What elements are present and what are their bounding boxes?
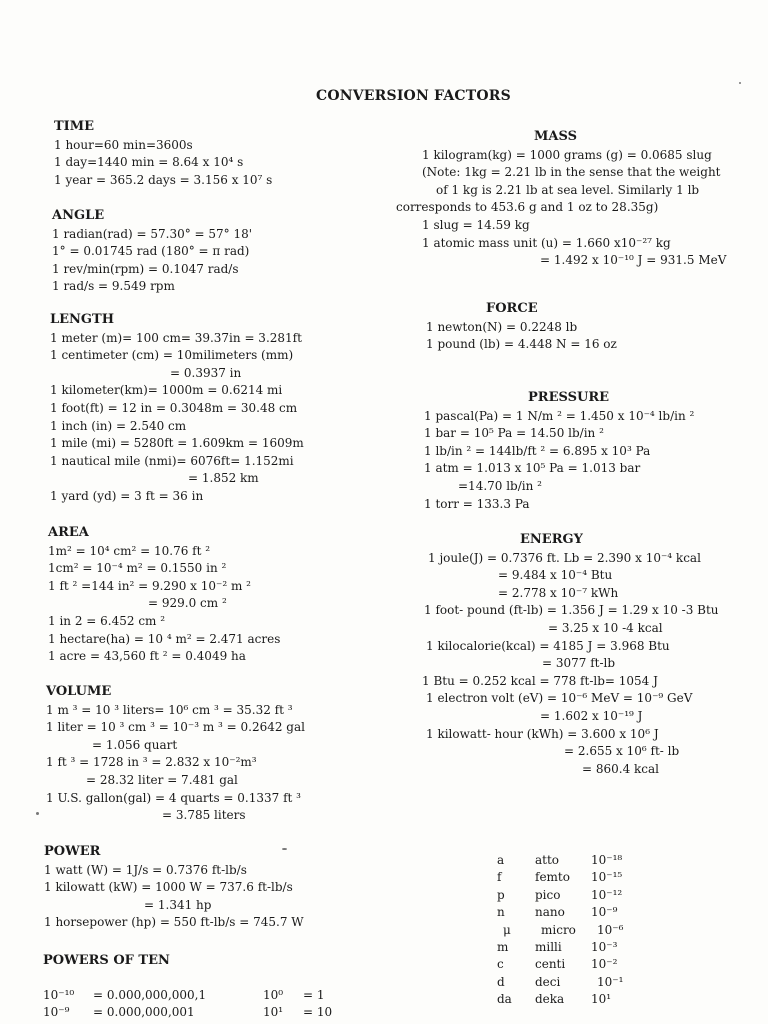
mass-line: 1 kilogram(kg) = 1000 grams (g) = 0.0685 slug [422, 147, 712, 162]
mass-heading: MASS [534, 129, 577, 144]
power-exp: 10⁻⁹ [43, 1005, 70, 1019]
area-line: 1 in 2 = 6.452 cm ² [48, 613, 166, 628]
area-line: 1m² = 10⁴ cm² = 10.76 ft ² [48, 543, 211, 558]
length-line: 1 kilometer(km)= 1000m = 0.6214 mi [50, 383, 283, 398]
time-heading: TIME [54, 119, 95, 134]
energy-line: = 9.484 x 10⁻⁴ Btu [498, 568, 613, 583]
prefix-row [497, 922, 637, 939]
energy-line: = 3077 ft-lb [542, 656, 616, 671]
powers-row [43, 987, 332, 1004]
prefix-power: 10⁻⁹ [591, 905, 618, 920]
length-line: 1 centimeter (cm) = 10milimeters (mm) [50, 348, 294, 363]
prefix-power: 10⁻³ [591, 940, 618, 955]
prefix-power: 10¹ [591, 992, 612, 1007]
force-section [426, 300, 617, 354]
power-line: 1 horsepower (hp) = 550 ft-lb/s = 745.7 W [44, 915, 304, 930]
pressure-line: 1 bar = 10⁵ Pa = 14.50 lb/in ² [424, 426, 604, 441]
length-line: 1 inch (in) = 2.540 cm [50, 418, 187, 433]
time-line: 1 day=1440 min = 8.64 x 10⁴ s [54, 155, 244, 170]
prefix-row [497, 887, 637, 904]
prefix-name: pico [535, 887, 561, 902]
angle-line: 1 rad/s = 9.549 rpm [52, 279, 175, 294]
angle-line: 1 rev/min(rpm) = 0.1047 rad/s [52, 261, 239, 276]
energy-line: = 2.655 x 10⁶ ft- lb [564, 744, 680, 759]
energy-heading: ENERGY [520, 532, 583, 547]
energy-line: 1 Btu = 0.252 kcal = 778 ft-lb= 1054 J [422, 673, 658, 688]
pressure-section [424, 389, 694, 513]
power-line: 1 kilowatt (kW) = 1000 W = 737.6 ft-lb/s [44, 880, 293, 895]
prefix-name: centi [535, 957, 566, 972]
length-line: = 1.852 km [188, 471, 259, 486]
pressure-line: 1 pascal(Pa) = 1 N/m ² = 1.450 x 10⁻⁴ lb/in ² [424, 408, 695, 423]
power-line: = 1.341 hp [144, 897, 212, 912]
mass-line: of 1 kg is 2.21 lb at sea level. Similarly 1 lb [436, 182, 700, 197]
prefix-symbol: m [497, 940, 509, 955]
power-section [44, 843, 304, 932]
scan-speck [36, 812, 39, 815]
time-line: 1 hour=60 min=3600s [54, 137, 193, 152]
energy-section [422, 531, 719, 778]
area-line: 1 acre = 43,560 ft ² = 0.4049 ha [48, 649, 246, 664]
prefix-power: 10⁻² [591, 957, 618, 972]
mass-line: corresponds to 453.6 g and 1 oz to 28.35g) [396, 200, 659, 215]
powers-of-ten-section [43, 952, 170, 971]
prefix-name: femto [535, 870, 570, 885]
energy-line: = 860.4 kcal [582, 761, 660, 776]
volume-line: = 3.785 liters [162, 808, 246, 823]
prefix-power: 10⁻¹ [597, 974, 624, 989]
prefix-symbol: a [497, 853, 505, 867]
volume-line: 1 ft ³ = 1728 in ³ = 2.832 x 10⁻²m³ [46, 755, 257, 770]
pressure-line: 1 torr = 133.3 Pa [424, 496, 530, 511]
energy-line: 1 electron volt (eV) = 10⁻⁶ MeV = 10⁻⁹ GeV [426, 691, 693, 706]
mass-line: = 1.492 x 10⁻¹⁰ J = 931.5 MeV [540, 253, 727, 268]
prefix-row [497, 904, 637, 921]
pressure-line: 1 atm = 1.013 x 10⁵ Pa = 1.013 bar [424, 461, 641, 476]
volume-heading: VOLUME [46, 684, 112, 699]
time-section [54, 118, 272, 189]
pressure-heading: PRESSURE [528, 390, 610, 405]
power-exp: 10⁰ [263, 988, 284, 1002]
energy-line: = 2.778 x 10⁻⁷ kWh [498, 585, 619, 600]
prefix-name: deci [535, 974, 561, 989]
prefix-row [497, 939, 637, 956]
power-value: = 0.000,000,001 [93, 1005, 195, 1019]
volume-section [46, 683, 305, 825]
prefix-row [497, 974, 637, 991]
area-line: 1cm² = 10⁻⁴ m² = 0.1550 in ² [48, 561, 227, 576]
powers-of-ten-table [43, 987, 332, 1021]
power-heading: POWER [44, 844, 101, 859]
mass-line: 1 slug = 14.59 kg [422, 217, 530, 232]
time-line: 1 year = 365.2 days = 3.156 x 10⁷ s [54, 172, 273, 187]
powers-row [43, 1004, 332, 1021]
angle-heading: ANGLE [52, 208, 105, 223]
pressure-line: 1 lb/in ² = 144lb/ft ² = 6.895 x 10³ Pa [424, 443, 651, 458]
energy-line: = 3.25 x 10 -4 kcal [548, 620, 663, 635]
area-line: = 929.0 cm ² [148, 596, 227, 611]
length-line: 1 mile (mi) = 5280ft = 1.609km = 1609m [50, 436, 304, 451]
angle-line: 1 radian(rad) = 57.30° = 57° 18' [52, 226, 253, 241]
energy-line: 1 kilocalorie(kcal) = 4185 J = 3.968 Btu [426, 638, 670, 653]
angle-section [52, 207, 252, 296]
prefix-symbol: n [497, 905, 505, 920]
length-line: 1 nautical mile (nmi)= 6076ft= 1.152mi [50, 453, 294, 468]
volume-line: 1 U.S. gallon(gal) = 4 quarts = 0.1337 ft ³ [46, 790, 301, 805]
power-exp: 10⁻¹⁰ [43, 988, 75, 1002]
prefix-power: 10⁻⁶ [597, 922, 624, 937]
energy-line: 1 foot- pound (ft-lb) = 1.356 J = 1.29 x 10 -3 Btu [424, 603, 719, 618]
prefix-row [497, 852, 637, 869]
prefix-symbol: μ [503, 922, 511, 937]
prefix-row [497, 991, 637, 1008]
prefix-power: 10⁻¹⁵ [591, 870, 623, 885]
prefix-power: 10⁻¹⁸ [591, 853, 623, 867]
length-line: 1 yard (yd) = 3 ft = 36 in [50, 488, 204, 503]
powers-of-ten-heading: POWERS OF TEN [43, 953, 170, 968]
mass-section [396, 128, 726, 270]
energy-line: 1 joule(J) = 0.7376 ft. Lb = 2.390 x 10⁻⁴ kcal [428, 550, 701, 565]
mass-line: (Note: 1kg = 2.21 lb in the sense that the weight [422, 165, 721, 180]
area-heading: AREA [48, 525, 89, 540]
area-line: 1 hectare(ha) = 10 ⁴ m² = 2.471 acres [48, 631, 281, 646]
volume-line: = 1.056 quart [92, 737, 178, 752]
volume-line: 1 liter = 10 ³ cm ³ = 10⁻³ m ³ = 0.2642 gal [46, 720, 305, 735]
power-value: = 0.000,000,000,1 [93, 988, 207, 1002]
force-heading: FORCE [486, 301, 538, 316]
force-line: 1 newton(N) = 0.2248 lb [426, 319, 578, 334]
power-value: = 1 [303, 988, 325, 1002]
power-line: 1 watt (W) = 1J/s = 0.7376 ft-lb/s [44, 862, 247, 877]
prefix-symbol: da [497, 992, 512, 1007]
energy-line: = 1.602 x 10⁻¹⁹ J [540, 708, 643, 723]
area-section [48, 524, 280, 666]
power-exp: 10¹ [263, 1005, 284, 1019]
angle-line: 1° = 0.01745 rad (180° = π rad) [52, 244, 250, 259]
prefix-name: atto [535, 853, 560, 867]
length-heading: LENGTH [50, 312, 114, 327]
area-line: 1 ft ² =144 in² = 9.290 x 10⁻² m ² [48, 578, 251, 593]
prefix-symbol: d [497, 974, 505, 989]
length-line: = 0.3937 in [170, 365, 242, 380]
prefix-name: micro [541, 922, 576, 937]
volume-line: = 28.32 liter = 7.481 gal [86, 772, 238, 787]
prefix-name: nano [535, 905, 565, 920]
prefix-row [497, 956, 637, 973]
prefix-power: 10⁻¹² [591, 887, 623, 902]
volume-line: 1 m ³ = 10 ³ liters= 10⁶ cm ³ = 35.32 ft ³ [46, 702, 293, 717]
length-line: 1 foot(ft) = 12 in = 0.3048m = 30.48 cm [50, 400, 298, 415]
scan-speck [739, 82, 741, 84]
force-line: 1 pound (lb) = 4.448 N = 16 oz [426, 337, 617, 352]
prefix-symbol: c [497, 957, 504, 972]
prefix-symbol: p [497, 887, 505, 902]
pressure-line: =14.70 lb/in ² [458, 478, 542, 493]
energy-line: 1 kilowatt- hour (kWh) = 3.600 x 10⁶ J [426, 726, 659, 741]
prefix-name: deka [535, 992, 565, 1007]
prefix-table [497, 852, 637, 1009]
page-title: CONVERSION FACTORS [316, 88, 511, 104]
mass-line: 1 atomic mass unit (u) = 1.660 x10⁻²⁷ kg [422, 235, 671, 250]
prefix-row [497, 869, 637, 886]
power-value: = 10 [303, 1005, 333, 1019]
length-line: 1 meter (m)= 100 cm= 39.37in = 3.281ft [50, 330, 302, 345]
scan-speck [282, 848, 287, 850]
prefix-name: milli [535, 940, 562, 955]
length-section [50, 311, 304, 506]
prefix-symbol: f [497, 870, 502, 885]
